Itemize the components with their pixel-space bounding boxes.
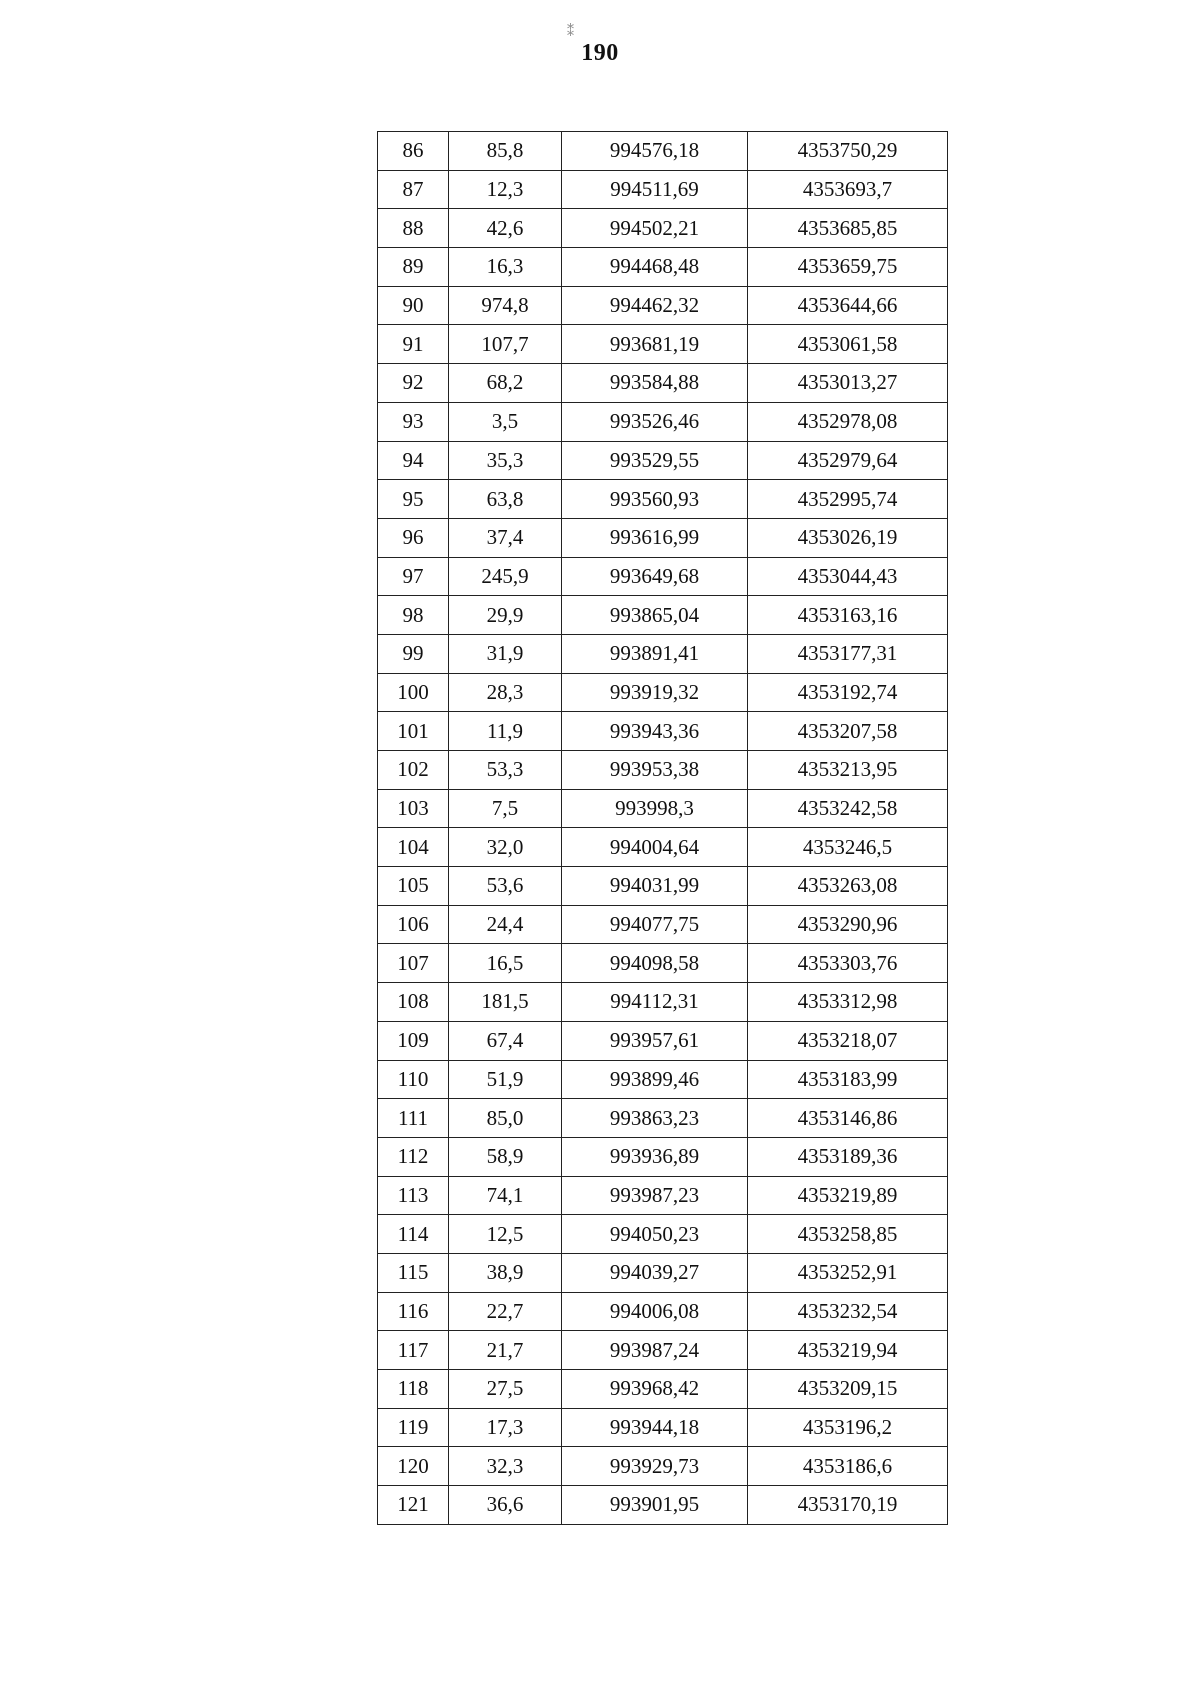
y-coordinate-cell: 4353209,15 xyxy=(748,1370,948,1409)
point-number-cell: 106 xyxy=(378,905,449,944)
segment-length-cell: 245,9 xyxy=(449,557,562,596)
y-coordinate-cell: 4353219,89 xyxy=(748,1176,948,1215)
y-coordinate-cell: 4353213,95 xyxy=(748,751,948,790)
point-number-cell: 115 xyxy=(378,1253,449,1292)
x-coordinate-cell: 993649,68 xyxy=(562,557,748,596)
x-coordinate-cell: 993526,46 xyxy=(562,402,748,441)
table-row xyxy=(378,1292,948,1331)
y-coordinate-cell: 4353219,94 xyxy=(748,1331,948,1370)
table-row xyxy=(378,867,948,906)
x-coordinate-cell: 994039,27 xyxy=(562,1253,748,1292)
y-coordinate-cell: 4353044,43 xyxy=(748,557,948,596)
y-coordinate-cell: 4353263,08 xyxy=(748,867,948,906)
x-coordinate-cell: 994050,23 xyxy=(562,1215,748,1254)
y-coordinate-cell: 4353218,07 xyxy=(748,1021,948,1060)
x-coordinate-cell: 993936,89 xyxy=(562,1137,748,1176)
y-coordinate-cell: 4352979,64 xyxy=(748,441,948,480)
point-number-cell: 119 xyxy=(378,1408,449,1447)
segment-length-cell: 181,5 xyxy=(449,983,562,1022)
point-number-cell: 89 xyxy=(378,248,449,287)
table-row xyxy=(378,1099,948,1138)
segment-length-cell: 67,4 xyxy=(449,1021,562,1060)
segment-length-cell: 27,5 xyxy=(449,1370,562,1409)
table-row xyxy=(378,364,948,403)
table-row xyxy=(378,673,948,712)
table-row xyxy=(378,1060,948,1099)
table-row xyxy=(378,905,948,944)
x-coordinate-cell: 993944,18 xyxy=(562,1408,748,1447)
segment-length-cell: 11,9 xyxy=(449,712,562,751)
x-coordinate-cell: 993953,38 xyxy=(562,751,748,790)
table-row xyxy=(378,1215,948,1254)
y-coordinate-cell: 4353186,6 xyxy=(748,1447,948,1486)
segment-length-cell: 53,3 xyxy=(449,751,562,790)
segment-length-cell: 22,7 xyxy=(449,1292,562,1331)
segment-length-cell: 53,6 xyxy=(449,867,562,906)
point-number-cell: 90 xyxy=(378,286,449,325)
point-number-cell: 86 xyxy=(378,132,449,171)
x-coordinate-cell: 993584,88 xyxy=(562,364,748,403)
x-coordinate-cell: 993943,36 xyxy=(562,712,748,751)
y-coordinate-cell: 4353290,96 xyxy=(748,905,948,944)
coordinates-table xyxy=(377,131,948,1525)
segment-length-cell: 29,9 xyxy=(449,596,562,635)
table-row xyxy=(378,596,948,635)
table-row xyxy=(378,828,948,867)
point-number-cell: 96 xyxy=(378,518,449,557)
point-number-cell: 112 xyxy=(378,1137,449,1176)
y-coordinate-cell: 4353232,54 xyxy=(748,1292,948,1331)
segment-length-cell: 12,3 xyxy=(449,170,562,209)
table-row xyxy=(378,402,948,441)
x-coordinate-cell: 993891,41 xyxy=(562,634,748,673)
table-row xyxy=(378,480,948,519)
x-coordinate-cell: 994006,08 xyxy=(562,1292,748,1331)
y-coordinate-cell: 4353192,74 xyxy=(748,673,948,712)
x-coordinate-cell: 993987,23 xyxy=(562,1176,748,1215)
segment-length-cell: 38,9 xyxy=(449,1253,562,1292)
table-row xyxy=(378,789,948,828)
segment-length-cell: 58,9 xyxy=(449,1137,562,1176)
point-number-cell: 100 xyxy=(378,673,449,712)
point-number-cell: 87 xyxy=(378,170,449,209)
y-coordinate-cell: 4353693,7 xyxy=(748,170,948,209)
point-number-cell: 110 xyxy=(378,1060,449,1099)
y-coordinate-cell: 4353659,75 xyxy=(748,248,948,287)
table-row xyxy=(378,1447,948,1486)
y-coordinate-cell: 4353685,85 xyxy=(748,209,948,248)
y-coordinate-cell: 4353170,19 xyxy=(748,1486,948,1525)
point-number-cell: 113 xyxy=(378,1176,449,1215)
point-number-cell: 88 xyxy=(378,209,449,248)
y-coordinate-cell: 4353242,58 xyxy=(748,789,948,828)
x-coordinate-cell: 993865,04 xyxy=(562,596,748,635)
point-number-cell: 102 xyxy=(378,751,449,790)
segment-length-cell: 12,5 xyxy=(449,1215,562,1254)
point-number-cell: 116 xyxy=(378,1292,449,1331)
segment-length-cell: 21,7 xyxy=(449,1331,562,1370)
table-row xyxy=(378,325,948,364)
x-coordinate-cell: 993987,24 xyxy=(562,1331,748,1370)
table-row xyxy=(378,712,948,751)
point-number-cell: 104 xyxy=(378,828,449,867)
x-coordinate-cell: 993681,19 xyxy=(562,325,748,364)
table-row xyxy=(378,983,948,1022)
table-row xyxy=(378,248,948,287)
segment-length-cell: 68,2 xyxy=(449,364,562,403)
segment-length-cell: 24,4 xyxy=(449,905,562,944)
table-row xyxy=(378,557,948,596)
point-number-cell: 120 xyxy=(378,1447,449,1486)
point-number-cell: 108 xyxy=(378,983,449,1022)
y-coordinate-cell: 4353252,91 xyxy=(748,1253,948,1292)
x-coordinate-cell: 994098,58 xyxy=(562,944,748,983)
point-number-cell: 94 xyxy=(378,441,449,480)
point-number-cell: 121 xyxy=(378,1486,449,1525)
y-coordinate-cell: 4353207,58 xyxy=(748,712,948,751)
segment-length-cell: 85,8 xyxy=(449,132,562,171)
table-row xyxy=(378,1331,948,1370)
x-coordinate-cell: 994576,18 xyxy=(562,132,748,171)
segment-length-cell: 974,8 xyxy=(449,286,562,325)
y-coordinate-cell: 4353246,5 xyxy=(748,828,948,867)
x-coordinate-cell: 993899,46 xyxy=(562,1060,748,1099)
y-coordinate-cell: 4353312,98 xyxy=(748,983,948,1022)
table-row xyxy=(378,209,948,248)
table-row xyxy=(378,1176,948,1215)
x-coordinate-cell: 993529,55 xyxy=(562,441,748,480)
x-coordinate-cell: 994031,99 xyxy=(562,867,748,906)
segment-length-cell: 17,3 xyxy=(449,1408,562,1447)
x-coordinate-cell: 994004,64 xyxy=(562,828,748,867)
point-number-cell: 93 xyxy=(378,402,449,441)
x-coordinate-cell: 994502,21 xyxy=(562,209,748,248)
point-number-cell: 101 xyxy=(378,712,449,751)
y-coordinate-cell: 4353177,31 xyxy=(748,634,948,673)
table-row xyxy=(378,1021,948,1060)
point-number-cell: 95 xyxy=(378,480,449,519)
segment-length-cell: 32,0 xyxy=(449,828,562,867)
page-number: 190 xyxy=(581,40,619,66)
table-row xyxy=(378,1486,948,1525)
y-coordinate-cell: 4352995,74 xyxy=(748,480,948,519)
y-coordinate-cell: 4353750,29 xyxy=(748,132,948,171)
x-coordinate-cell: 993968,42 xyxy=(562,1370,748,1409)
segment-length-cell: 107,7 xyxy=(449,325,562,364)
y-coordinate-cell: 4353013,27 xyxy=(748,364,948,403)
table-row xyxy=(378,634,948,673)
table-row xyxy=(378,751,948,790)
point-number-cell: 118 xyxy=(378,1370,449,1409)
table-row xyxy=(378,170,948,209)
point-number-cell: 107 xyxy=(378,944,449,983)
segment-length-cell: 16,3 xyxy=(449,248,562,287)
table-row xyxy=(378,132,948,171)
segment-length-cell: 28,3 xyxy=(449,673,562,712)
y-coordinate-cell: 4353196,2 xyxy=(748,1408,948,1447)
coordinates-table-body xyxy=(378,132,948,1525)
table-row xyxy=(378,286,948,325)
point-number-cell: 97 xyxy=(378,557,449,596)
point-number-cell: 117 xyxy=(378,1331,449,1370)
point-number-cell: 109 xyxy=(378,1021,449,1060)
table-row xyxy=(378,518,948,557)
segment-length-cell: 35,3 xyxy=(449,441,562,480)
x-coordinate-cell: 994468,48 xyxy=(562,248,748,287)
segment-length-cell: 37,4 xyxy=(449,518,562,557)
table-row xyxy=(378,1253,948,1292)
y-coordinate-cell: 4353303,76 xyxy=(748,944,948,983)
point-number-cell: 92 xyxy=(378,364,449,403)
x-coordinate-cell: 993560,93 xyxy=(562,480,748,519)
x-coordinate-cell: 994112,31 xyxy=(562,983,748,1022)
segment-length-cell: 63,8 xyxy=(449,480,562,519)
segment-length-cell: 36,6 xyxy=(449,1486,562,1525)
point-number-cell: 111 xyxy=(378,1099,449,1138)
segment-length-cell: 85,0 xyxy=(449,1099,562,1138)
point-number-cell: 114 xyxy=(378,1215,449,1254)
y-coordinate-cell: 4353258,85 xyxy=(748,1215,948,1254)
segment-length-cell: 42,6 xyxy=(449,209,562,248)
y-coordinate-cell: 4353146,86 xyxy=(748,1099,948,1138)
point-number-cell: 98 xyxy=(378,596,449,635)
point-number-cell: 105 xyxy=(378,867,449,906)
table-row xyxy=(378,441,948,480)
segment-length-cell: 51,9 xyxy=(449,1060,562,1099)
x-coordinate-cell: 994511,69 xyxy=(562,170,748,209)
y-coordinate-cell: 4353026,19 xyxy=(748,518,948,557)
x-coordinate-cell: 993929,73 xyxy=(562,1447,748,1486)
table-row xyxy=(378,944,948,983)
table-row xyxy=(378,1408,948,1447)
x-coordinate-cell: 993616,99 xyxy=(562,518,748,557)
segment-length-cell: 74,1 xyxy=(449,1176,562,1215)
y-coordinate-cell: 4353061,58 xyxy=(748,325,948,364)
x-coordinate-cell: 993998,3 xyxy=(562,789,748,828)
point-number-cell: 99 xyxy=(378,634,449,673)
point-number-cell: 91 xyxy=(378,325,449,364)
y-coordinate-cell: 4352978,08 xyxy=(748,402,948,441)
x-coordinate-cell: 993919,32 xyxy=(562,673,748,712)
scan-speck-mark: ⁑ xyxy=(567,25,574,40)
x-coordinate-cell: 993957,61 xyxy=(562,1021,748,1060)
x-coordinate-cell: 993863,23 xyxy=(562,1099,748,1138)
y-coordinate-cell: 4353189,36 xyxy=(748,1137,948,1176)
segment-length-cell: 7,5 xyxy=(449,789,562,828)
segment-length-cell: 16,5 xyxy=(449,944,562,983)
segment-length-cell: 32,3 xyxy=(449,1447,562,1486)
x-coordinate-cell: 993901,95 xyxy=(562,1486,748,1525)
y-coordinate-cell: 4353644,66 xyxy=(748,286,948,325)
point-number-cell: 103 xyxy=(378,789,449,828)
table-row xyxy=(378,1137,948,1176)
x-coordinate-cell: 994077,75 xyxy=(562,905,748,944)
y-coordinate-cell: 4353183,99 xyxy=(748,1060,948,1099)
segment-length-cell: 3,5 xyxy=(449,402,562,441)
segment-length-cell: 31,9 xyxy=(449,634,562,673)
y-coordinate-cell: 4353163,16 xyxy=(748,596,948,635)
table-row xyxy=(378,1370,948,1409)
x-coordinate-cell: 994462,32 xyxy=(562,286,748,325)
